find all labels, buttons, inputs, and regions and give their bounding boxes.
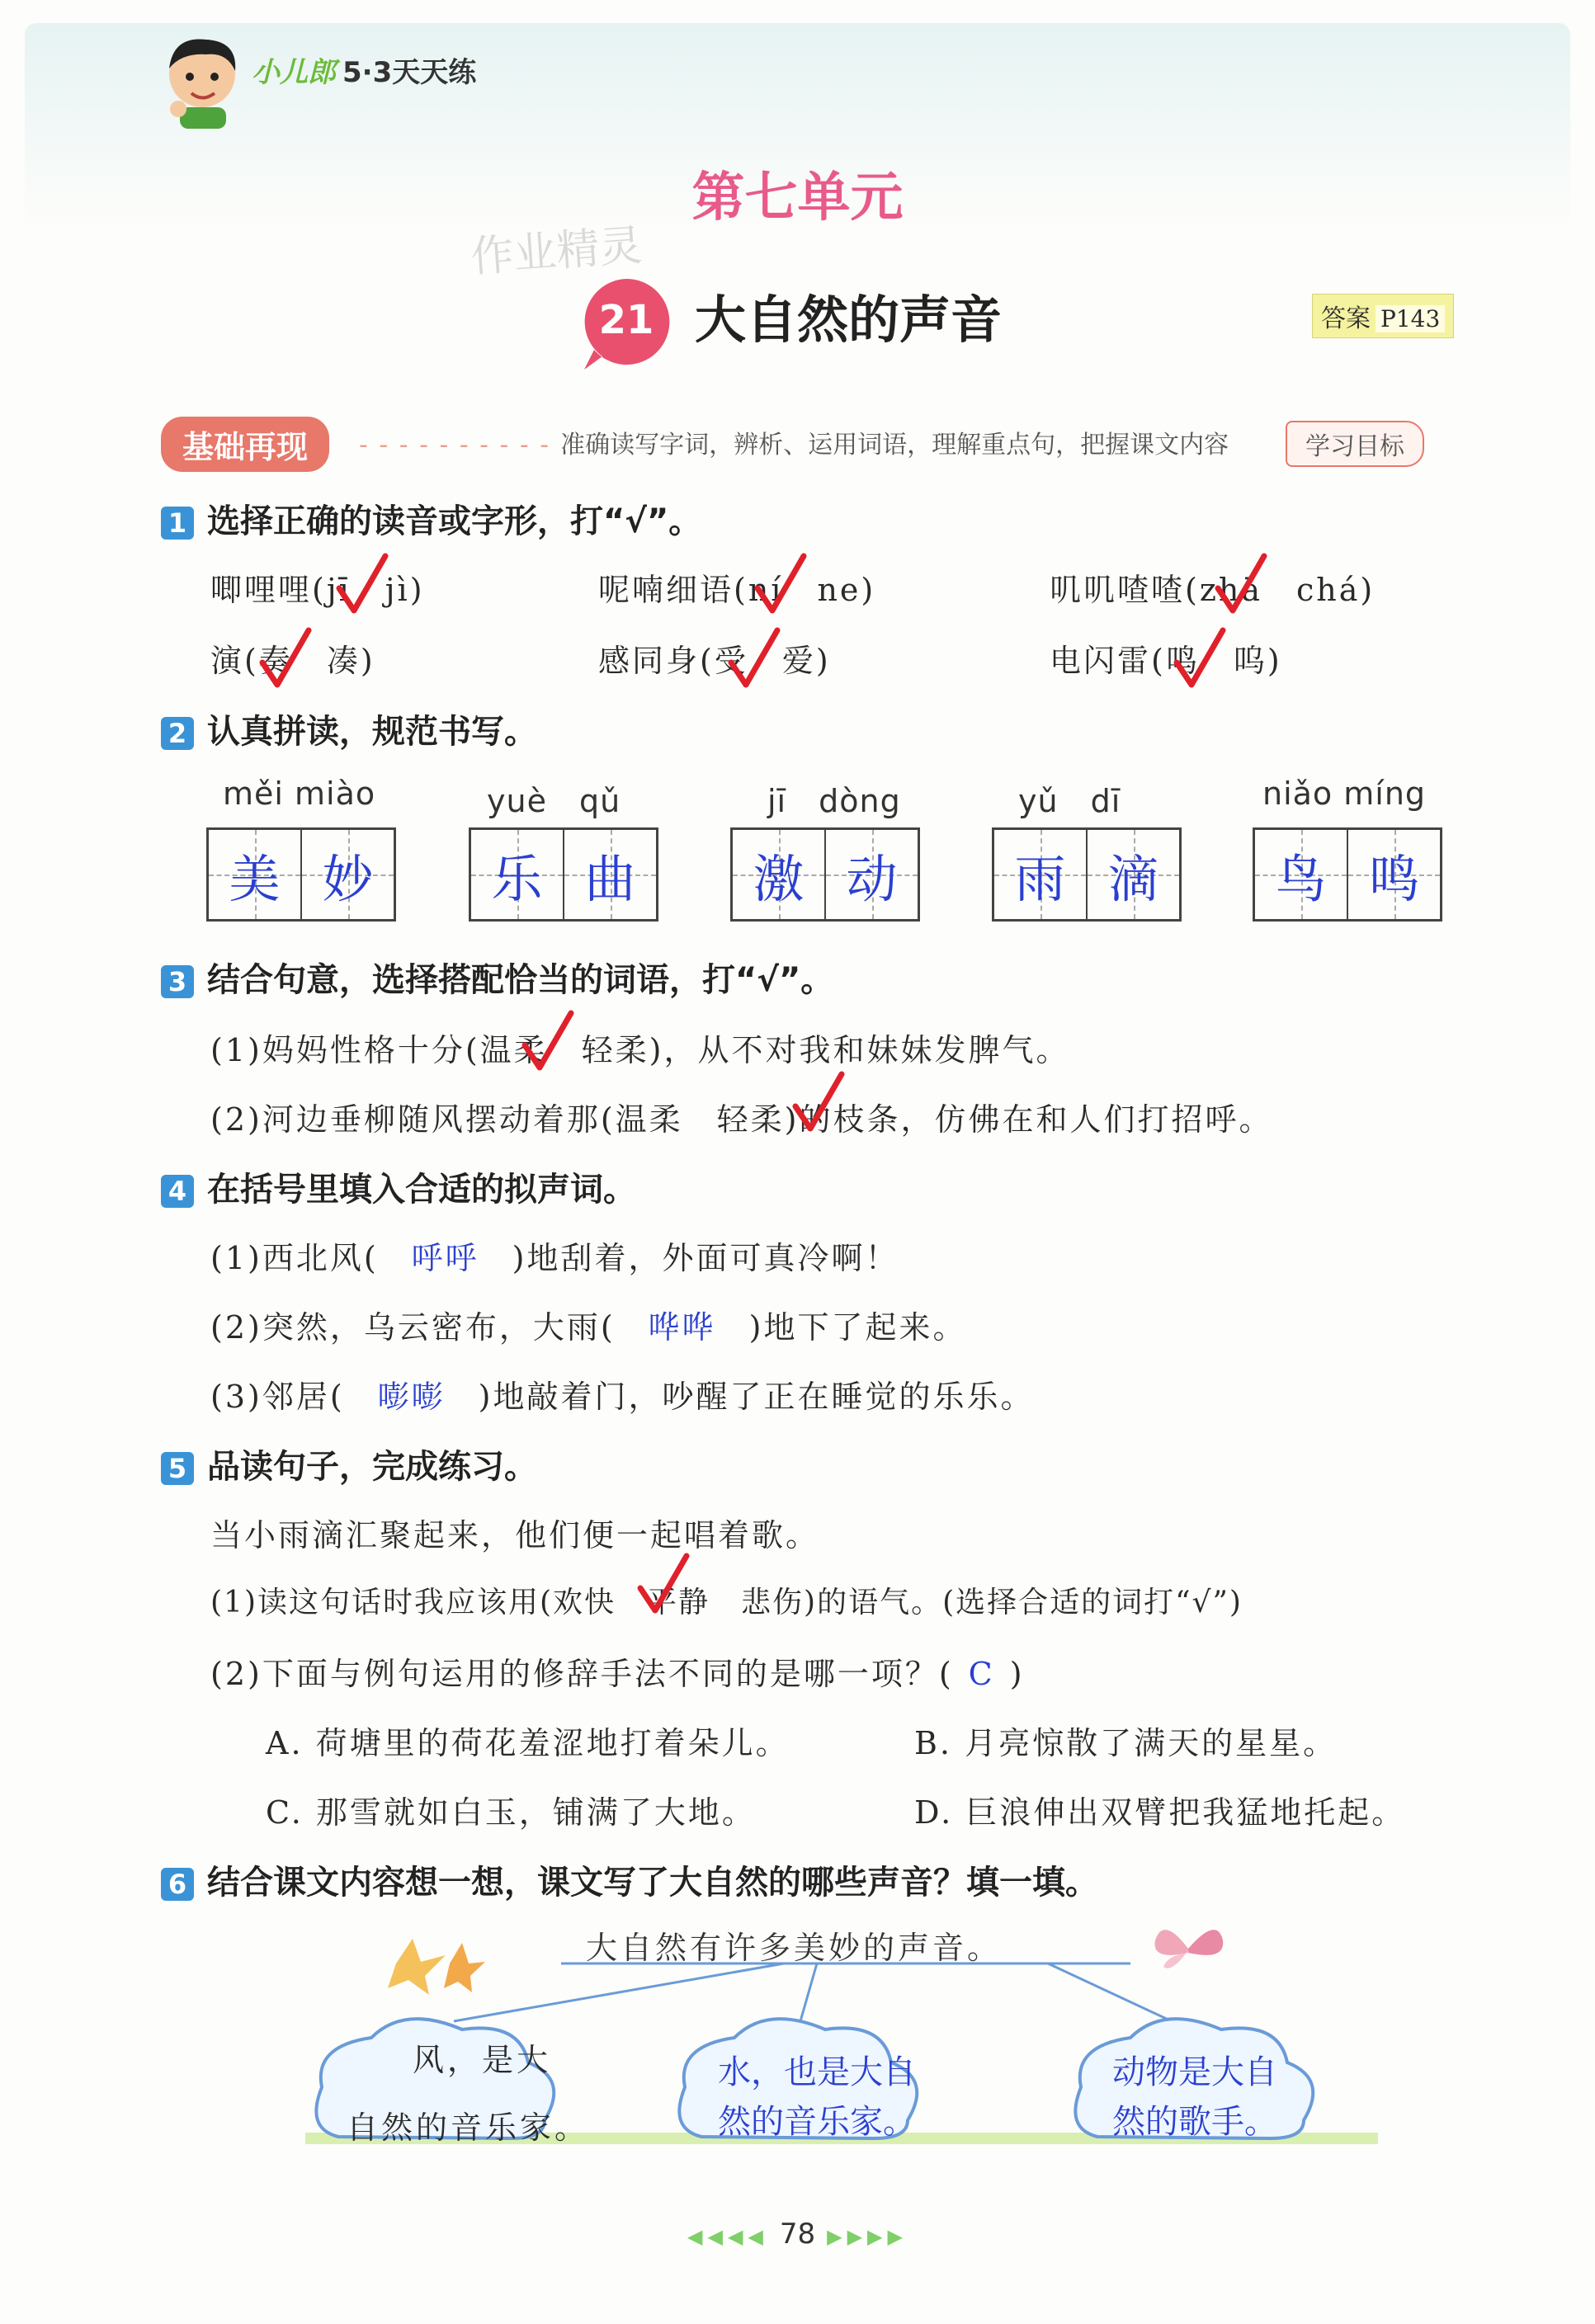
q4-heading: [161, 1163, 636, 1210]
checkmark-icon: [257, 625, 315, 691]
q1-item: 叽叽喳喳(zhā chá): [1050, 572, 1376, 608]
unit-title: 第七单元: [691, 167, 904, 229]
q1-number: 1: [161, 507, 194, 540]
dashed-leader: - - - - - - - - - -: [359, 431, 551, 460]
q6-heading: [161, 1856, 1098, 1903]
cloud-1-line-2: 自然的音乐家。: [347, 2110, 590, 2146]
q1-item: 电闪雷(鸣 呜): [1050, 643, 1282, 679]
pinyin: yǔ dī: [1018, 783, 1121, 819]
checkmark-icon: [1213, 551, 1271, 617]
grid-cell: 美: [209, 830, 300, 919]
q3-heading: [161, 954, 833, 1001]
lesson-number-badge: [578, 274, 675, 371]
grid-cell: 乐: [471, 830, 563, 919]
grid-cell: 曲: [563, 830, 656, 919]
q5-option: C. 那雪就如白玉，铺满了大地。: [266, 1794, 756, 1831]
q6-title: 结合课文内容想一想，课文写了大自然的哪些声音？填一填。: [207, 1864, 1098, 1902]
q4-answer: 嘭嘭: [377, 1379, 446, 1415]
q5-option: A. 荷塘里的荷花羞涩地打着朵儿。: [266, 1725, 790, 1761]
leaf-icon: [380, 1930, 487, 1996]
q1-item: 演(奏 凑): [210, 643, 375, 679]
goal-tag: 学习目标: [1286, 421, 1424, 467]
section-description-row: [359, 424, 1229, 460]
q1-item: 感同身(受 爱): [598, 643, 831, 679]
answer-page: P143: [1376, 305, 1445, 332]
section-tag: 基础再现: [161, 417, 329, 472]
cloud-2-line-1: 水，也是大自: [718, 2053, 916, 2091]
checkmark-icon: [726, 625, 784, 691]
pinyin: měi miào: [223, 775, 376, 812]
grid-cell: 激: [733, 830, 824, 919]
grid-cell: 鸣: [1347, 830, 1440, 919]
q5-number: 5: [161, 1452, 194, 1485]
pinyin: jī dòng: [767, 783, 901, 819]
brand-logo: 小儿郎: [252, 56, 336, 89]
writing-grid: [992, 827, 1182, 922]
pinyin: niǎo míng: [1262, 775, 1427, 812]
cloud-3-line-1: 动物是大自: [1112, 2053, 1277, 2091]
page-number-row: [0, 2218, 1595, 2251]
brand-series: 5·3天天练: [342, 56, 477, 89]
watermark: 作业精灵: [469, 220, 644, 283]
q5-option: D. 巨浪伸出双臂把我猛地托起。: [914, 1794, 1406, 1831]
q5-sub1: (1)读这句话时我应该用(欢快 平静 悲伤)的语气。(选择合适的词打“√”): [210, 1586, 1243, 1619]
cloud-2-line-2: 然的音乐家。: [718, 2103, 916, 2141]
q5-sentence: 当小雨滴汇聚起来，他们便一起唱着歌。: [210, 1517, 820, 1553]
lesson-title: 大自然的声音: [695, 290, 1003, 350]
checkmark-icon: [334, 551, 392, 617]
cloud-3-line-2: 然的歌手。: [1112, 2103, 1277, 2141]
q4-line: (3)邻居( 嘭嘭 )地敲着门，吵醒了正在睡觉的乐乐。: [210, 1379, 1035, 1415]
pinyin: yuè qǔ: [487, 783, 621, 819]
grid-cell: 鸟: [1255, 830, 1347, 919]
q4-line: (1)西北风( 呼呼 )地刮着，外面可真冷啊！: [210, 1240, 899, 1276]
q3-line: (1)妈妈性格十分(温柔 轻柔)，从不对我和妹妹发脾气。: [210, 1032, 1070, 1068]
q5-title: 品读句子，完成练习。: [207, 1448, 537, 1486]
q2-title: 认真拼读，规范书写。: [207, 713, 537, 751]
q4-number: 4: [161, 1175, 194, 1208]
brand: [252, 49, 476, 90]
q4-line: (2)突然，乌云密布，大雨( 哗哗 )地下了起来。: [210, 1309, 967, 1346]
diagram-center-text: 大自然有许多美妙的声音。: [586, 1930, 1003, 1966]
grid-cell: 妙: [300, 830, 394, 919]
butterfly-icon: [1147, 1916, 1229, 1982]
q5-option: B. 月亮惊散了满天的星星。: [914, 1725, 1338, 1761]
lesson-number: 21: [598, 297, 654, 343]
q1-title: 选择正确的读音或字形，打“√”。: [207, 502, 702, 540]
q1-item: 呢喃细语(ní ne): [598, 572, 876, 608]
q5-heading: [161, 1440, 537, 1487]
checkmark-icon: [753, 551, 810, 617]
q4-title: 在括号里填入合适的拟声词。: [207, 1171, 636, 1209]
page-number: 78: [779, 2218, 816, 2251]
grid-cell: 滴: [1086, 830, 1179, 919]
section-description: 准确读写字词，辨析、运用词语，理解重点句，把握课文内容: [560, 431, 1229, 460]
q1-item: 唧哩哩(jī jì): [210, 572, 425, 608]
q3-title: 结合句意，选择搭配恰当的词语，打“√”。: [207, 961, 834, 999]
cloud-1-line-1: 风，是大: [413, 2042, 552, 2078]
q3-number: 3: [161, 965, 194, 998]
checkmark-icon: [1172, 625, 1229, 691]
q6-number: 6: [161, 1868, 194, 1901]
checkmark-icon: [520, 1008, 578, 1074]
grid-cell: 雨: [994, 830, 1086, 919]
answer-label: 答案: [1321, 304, 1371, 333]
q4-answer: 呼呼: [411, 1240, 479, 1276]
left-arrows-icon: ◀◀◀◀: [687, 2225, 768, 2248]
grid-cell: 动: [824, 830, 918, 919]
right-arrows-icon: ▶▶▶▶: [827, 2225, 908, 2248]
q2-number: 2: [161, 717, 194, 750]
writing-grid: [1253, 827, 1442, 922]
mascot-boy-icon: [157, 31, 248, 129]
q4-answer: 哗哗: [648, 1309, 716, 1346]
q1-heading: [161, 495, 701, 542]
writing-grid: [730, 827, 920, 922]
writing-grid: [206, 827, 396, 922]
checkmark-icon: [790, 1069, 848, 1135]
q5-sub2: (2)下面与例句运用的修辞手法不同的是哪一项？( C ): [210, 1656, 1025, 1692]
checkmark-icon: [635, 1551, 693, 1617]
q5-answer: C: [968, 1656, 995, 1692]
q2-heading: [161, 705, 537, 752]
answer-reference: [1312, 294, 1454, 338]
q3-line: (2)河边垂柳随风摆动着那(温柔 轻柔)的枝条，仿佛在和人们打招呼。: [210, 1101, 1273, 1138]
writing-grid: [469, 827, 658, 922]
